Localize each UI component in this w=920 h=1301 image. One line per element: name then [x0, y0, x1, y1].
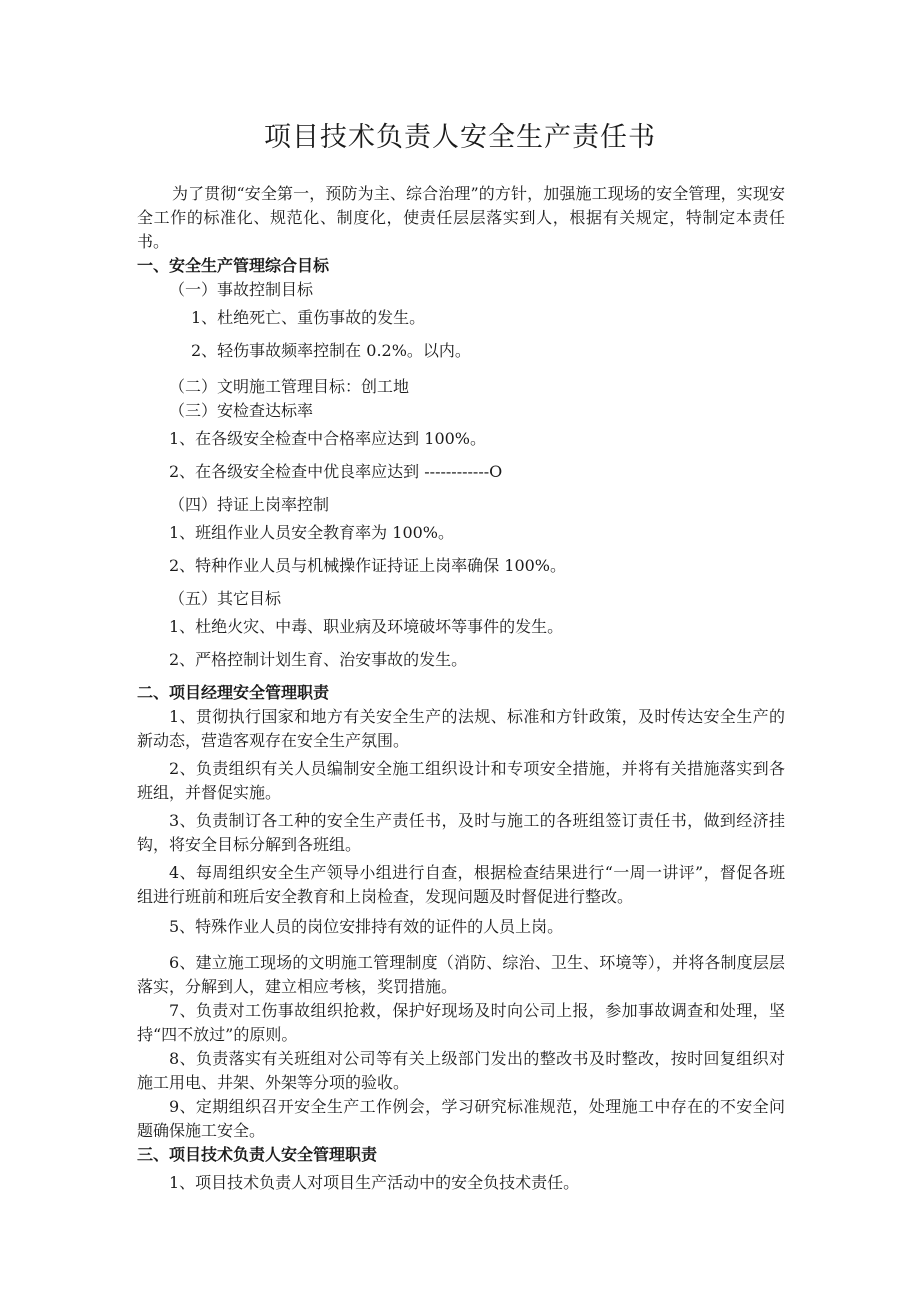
list-item: 2、严格控制计划生育、治安事故的发生。 — [169, 650, 468, 669]
subsection-1-2: （二）文明施工管理目标：创工地 — [169, 377, 410, 396]
document-title: 项目技术负责人安全生产责任书 — [264, 122, 656, 153]
list-item: 4、每周组织安全生产领导小组进行自查，根据检查结果进行“一周一讲评”，督促各班组进行班前和班后安全教育和上岗检查，发现问题及时督促进行整改。 — [137, 863, 785, 906]
list-item: 3、负责制订各工种的安全生产责任书，及时与施工的各班组签订责任书，做到经济挂钩，将安全目标分解到各班组。 — [137, 811, 785, 854]
list-item: 2、轻伤事故频率控制在 0.2%。以内。 — [191, 341, 471, 360]
list-item: 1、项目技术负责人对项目生产活动中的安全负技术责任。 — [169, 1173, 580, 1192]
document-body — [137, 182, 785, 1195]
list-item: 1、杜绝火灾、中毒、职业病及环境破坏等事件的发生。 — [169, 617, 564, 636]
list-item: 1、杜绝死亡、重伤事故的发生。 — [191, 308, 426, 327]
list-item: 1、班组作业人员安全教育率为 100%。 — [169, 523, 455, 542]
section-3-heading: 三、项目技术负责人安全管理职责 — [137, 1145, 378, 1164]
list-item: 2、特种作业人员与机械操作证持证上岗率确保 100%。 — [169, 556, 567, 575]
list-item: 6、建立施工现场的文明施工管理制度（消防、综治、卫生、环境等），并将各制度层层落实，分解到人，建立相应考核，奖罚措施。 — [137, 953, 785, 996]
subsection-1-4: （四）持证上岗率控制 — [169, 495, 330, 514]
section-2-heading: 二、项目经理安全管理职责 — [137, 683, 330, 702]
subsection-1-1: （一）事故控制目标 — [169, 280, 314, 299]
list-item: 5、特殊作业人员的岗位安排持有效的证件的人员上岗。 — [169, 917, 564, 936]
section-1-heading: 一、安全生产管理综合目标 — [137, 256, 330, 275]
list-item: 8、负责落实有关班组对公司等有关上级部门发出的整改书及时整改，按时回复组织对施工用电、井架、外架等分项的验收。 — [137, 1049, 785, 1092]
list-item: 1、贯彻执行国家和地方有关安全生产的法规、标准和方针政策，及时传达安全生产的新动态，营造客观存在安全生产氛围。 — [137, 707, 785, 750]
intro-paragraph: 为了贯彻“安全第一，预防为主、综合治理”的方针，加强施工现场的安全管理，实现安全工作的标准化、规范化、制度化，使责任层层落实到人，根据有关规定，特制定本责任书。 — [137, 184, 785, 251]
list-item: 2、在各级安全检查中优良率应达到 ------------O — [169, 462, 503, 481]
list-item: 2、负责组织有关人员编制安全施工组织设计和专项安全措施，并将有关措施落实到各班组，并督促实施。 — [137, 759, 785, 802]
subsection-1-5: （五）其它目标 — [169, 589, 282, 608]
subsection-1-3: （三）安检查达标率 — [169, 401, 314, 420]
list-item: 9、定期组织召开安全生产工作例会，学习研究标准规范，处理施工中存在的不安全问题确保施工安全。 — [137, 1097, 785, 1140]
list-item: 1、在各级安全检查中合格率应达到 100%。 — [169, 429, 487, 448]
list-item: 7、负责对工伤事故组织抢救，保护好现场及时向公司上报，参加事故调查和处理，坚持“四不放过”的原则。 — [137, 1001, 785, 1044]
